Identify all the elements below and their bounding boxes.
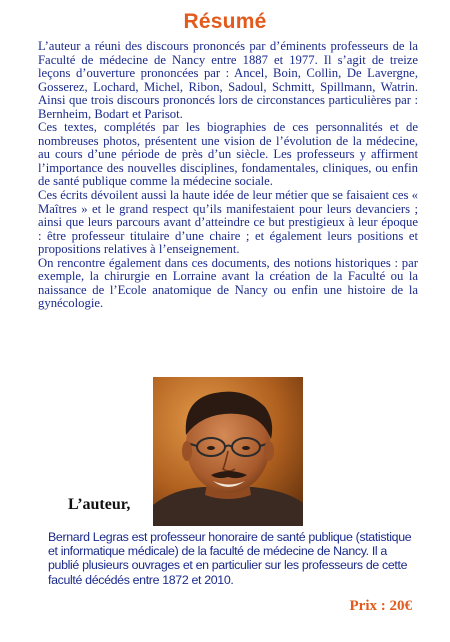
summary-paragraph: On rencontre également dans ces documents, des notions historiques : par exemple, la chirurgie en Lorraine avant la création de la Faculté ou la naissance de l’Ecole anatomique de Nancy ou enfin une histoire de la gynécologie. bbox=[38, 255, 418, 311]
summary-paragraph: Ces textes, complétés par les biographies de ces personnalités et de nombreuses photos, présentent une vision de l’évolution de la médecine, au cours d’une période de près d’un siècle. Les professeurs y affirment l’importance des nouvelles disciplines, fondamentales, cliniques, ou enfin de santé publique comme la médecine sociale. bbox=[38, 120, 418, 189]
summary-paragraph: L’auteur a réuni des discours prononcés par d’éminents professeurs de la Faculté de médecine de Nancy entre 1887 et 1977. Il s’agit de treize leçons d’ouverture prononcées par : Ancel, Boin, Collin, De Lavergne, Gosserez, Lochard, Michel, Ribon, Sadoul, Schmitt, Spillmann, Watrin. Ainsi que trois discours prononcés lors de circonstances particulières par : Bernheim, Bodart et Parisot. bbox=[38, 39, 418, 121]
page-title: Résumé bbox=[183, 10, 267, 33]
summary-text bbox=[38, 40, 418, 311]
price-label: Prix : 20€ bbox=[349, 598, 412, 614]
author-photo bbox=[153, 377, 303, 526]
author-heading: L’auteur, bbox=[68, 496, 131, 513]
author-bio: Bernard Legras est professeur honoraire de santé publique (statistique et informatique médicale) de la faculté de médecine de Nancy. Il a publié plusieurs ouvrages et en particulier sur les professeurs de cette faculté décédés entre 1872 et 2010. bbox=[48, 530, 412, 587]
summary-paragraph: Ces écrits dévoilent aussi la haute idée de leur métier que se faisaient ces « Maîtres » et le grand respect qu’ils manifestaient pour leurs devanciers ; ainsi que leurs parcours avant d’atteindre ce but prestigieux à leur époque : être professeur titulaire d’une chaire ; et également leurs positions et propositions relatives à l’enseignement. bbox=[38, 188, 418, 257]
